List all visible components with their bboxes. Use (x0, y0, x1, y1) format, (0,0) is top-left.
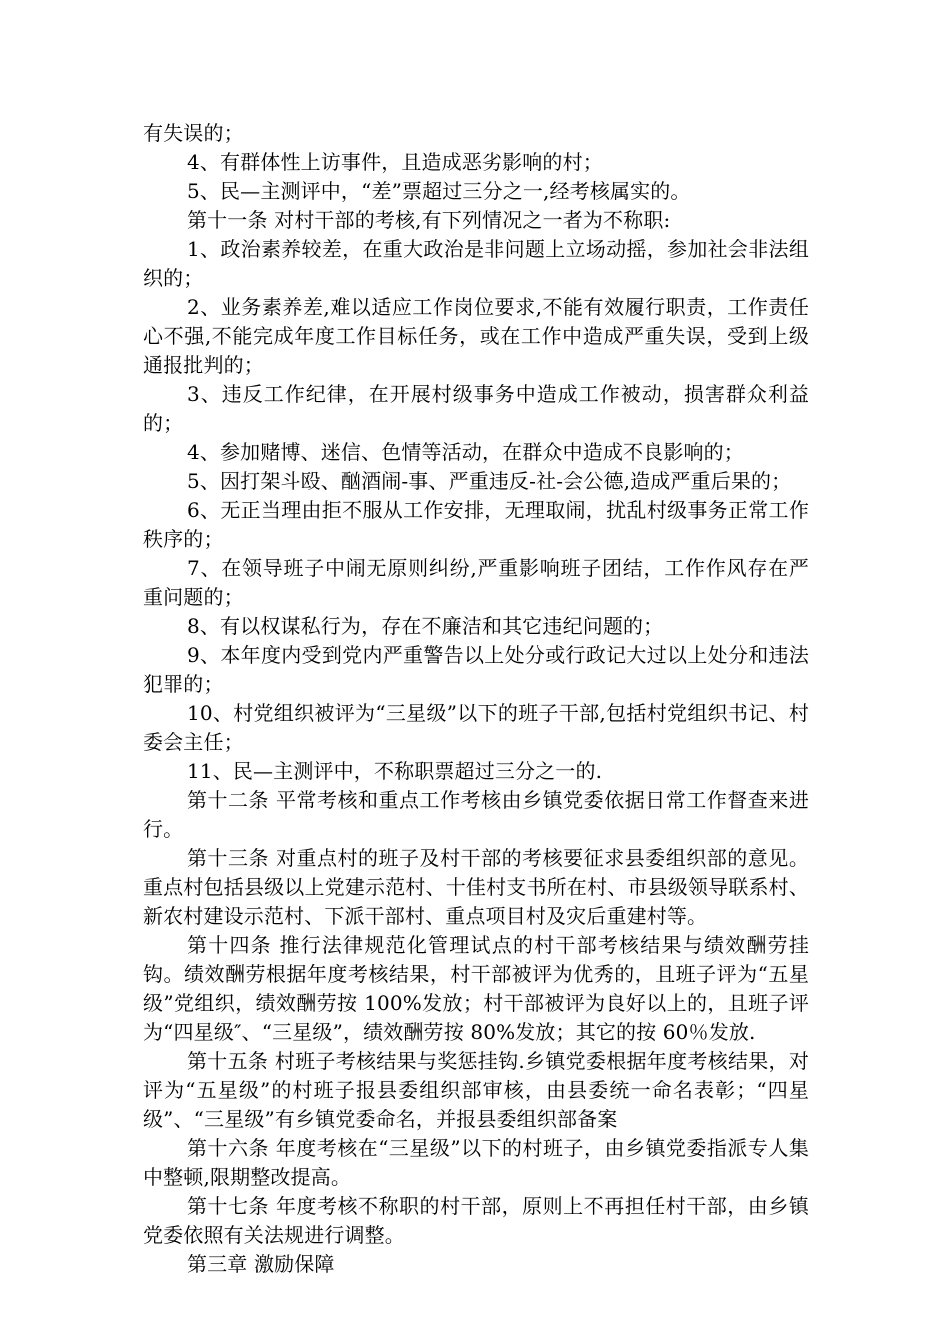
document-body (143, 119, 809, 1279)
paragraph: 有失误的； (143, 121, 244, 145)
paragraph: 4、有群体性上访事件，且造成恶劣影响的村； (187, 150, 603, 174)
paragraph: 4、参加赌博、迷信、色情等活动，在群众中造成不良影响的； (187, 440, 744, 464)
paragraph: 第十五条 村班子考核结果与奖惩挂钩.乡镇党委根据年度考核结果，对评为“五星级”的村班子报县委组织部审核，由县委统一命名表彰；“四星级”、“三星级”有乡镇党委命名，并报县委组织部备案 (143, 1049, 809, 1131)
paragraph: 第十七条 年度考核不称职的村干部，原则上不再担任村干部，由乡镇党委依照有关法规进行调整。 (143, 1194, 809, 1247)
paragraph: 第十六条 年度考核在“三星级”以下的村班子，由乡镇党委指派专人集中整顿,限期整改提高。 (143, 1136, 809, 1189)
paragraph: 9、本年度内受到党内严重警告以上处分或行政记大过以上处分和违法犯罪的； (143, 643, 809, 696)
paragraph: 11、民—主测评中，不称职票超过三分之一的. (187, 759, 603, 783)
paragraph: 2、业务素养差,难以适应工作岗位要求,不能有效履行职责，工作责任心不强,不能完成年度工作目标任务，或在工作中造成严重失误，受到上级通报批判的； (143, 295, 809, 377)
paragraph: 第十四条 推行法律规范化管理试点的村干部考核结果与绩效酬劳挂钩。绩效酬劳根据年度考核结果，村干部被评为优秀的，且班子评为“五星级”党组织，绩效酬劳按 100%发放；村干部被评为良好以上的，且班子评为“四星级″、“三星级”，绩效酬劳按 80%发放；其它的按 60％发放. (143, 933, 809, 1044)
paragraph: 第十一条 对村干部的考核,有下列情况之一者为不称职: (187, 208, 671, 232)
paragraph: 8、有以权谋私行为，存在不廉洁和其它违纪问题的； (187, 614, 664, 638)
paragraph: 5、因打架斗殴、酗酒闹-事、严重违反-社-会公德,造成严重后果的； (187, 469, 792, 493)
paragraph: 6、无正当理由拒不服从工作安排，无理取闹，扰乱村级事务正常工作秩序的； (143, 498, 809, 551)
paragraph: 3、违反工作纪律，在开展村级事务中造成工作被动，损害群众利益的； (143, 382, 809, 435)
paragraph: 10、村党组织被评为“三星级”以下的班子干部,包括村党组织书记、村委会主任； (143, 701, 809, 754)
paragraph: 1、政治素养较差，在重大政治是非问题上立场动摇，参加社会非法组织的； (143, 237, 809, 290)
paragraph: 第十三条 对重点村的班子及村干部的考核要征求县委组织部的意见。重点村包括县级以上党建示范村、十佳村支书所在村、市县级领导联系村、新农村建设示范村、下派干部村、重点项目村及灾后重建村等。 (143, 846, 809, 928)
paragraph: 7、在领导班子中闹无原则纠纷,严重影响班子团结，工作作风存在严重问题的； (143, 556, 809, 609)
paragraph: 5、民—主测评中，“差”票超过三分之一,经考核属实的。 (187, 179, 691, 203)
paragraph: 第三章 激励保障 (187, 1252, 335, 1276)
paragraph: 第十二条 平常考核和重点工作考核由乡镇党委依据日常工作督查来进行。 (143, 788, 809, 841)
